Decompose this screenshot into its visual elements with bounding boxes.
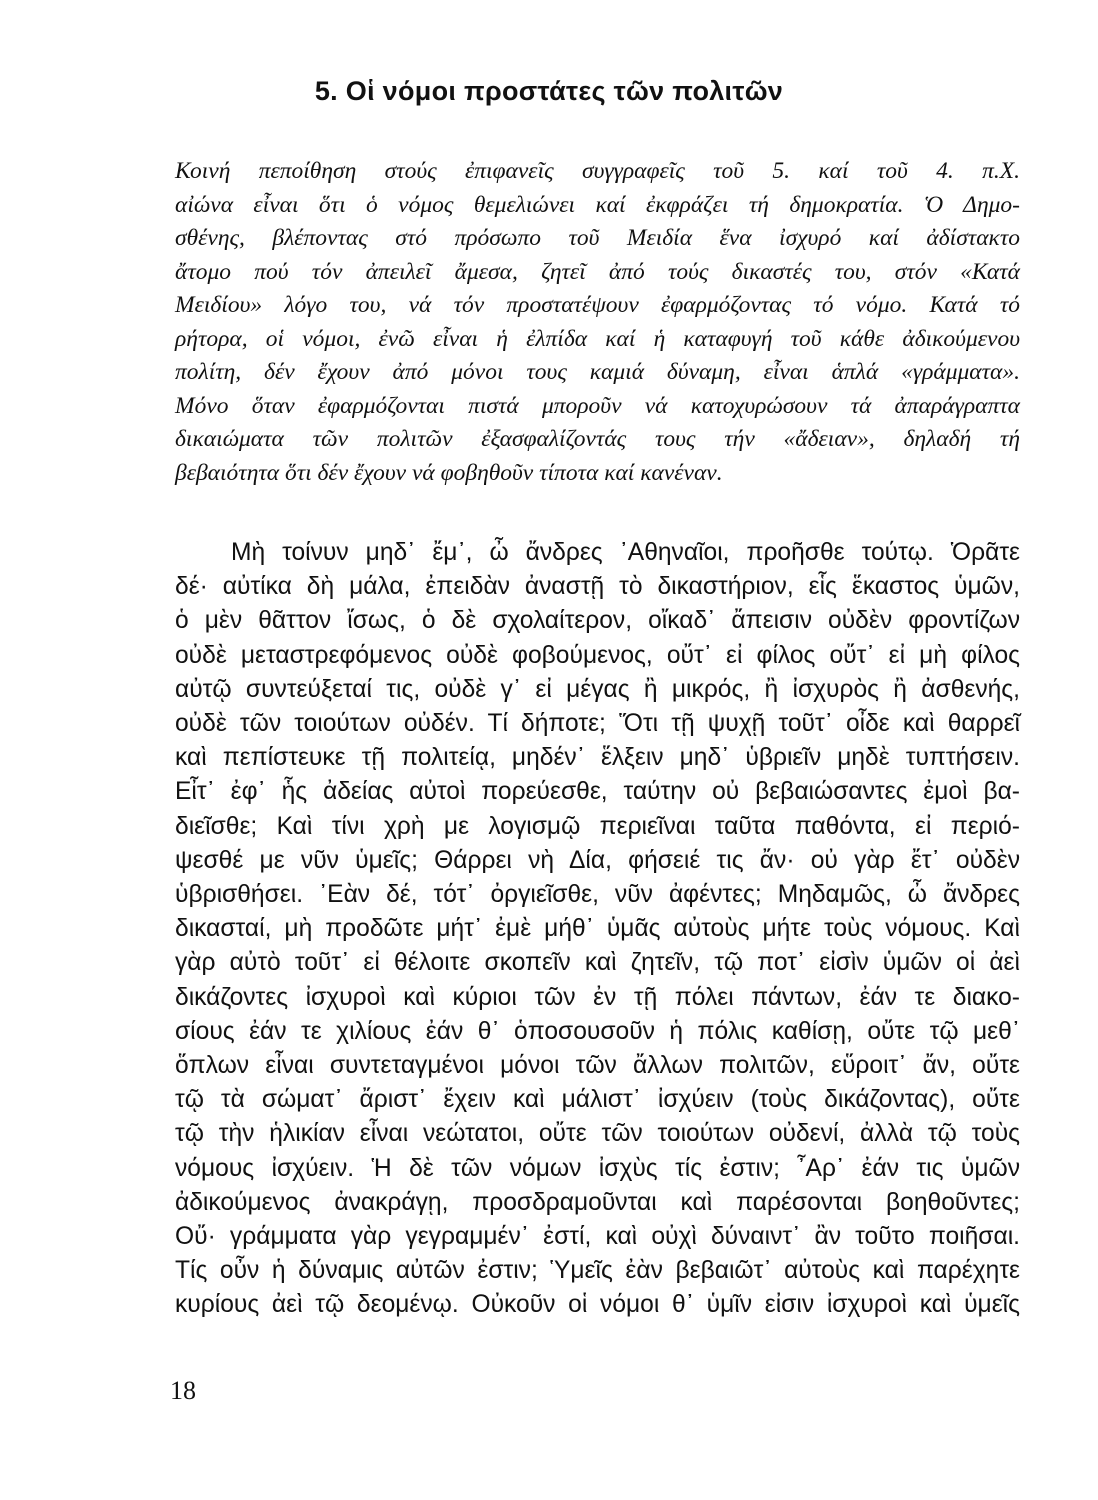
intro-line: Μειδίου» λόγο του, νά τόν προστατέψουν ἐφαρμόζοντας τό νόμο. Κατά τό [175,292,1020,318]
body-line: ὑβρισθήσει. ᾿Εὰν δέ, τότ᾿ ὀργιεῖσθε, νῦν ἀφέντες; Μηδαμῶς, ὦ ἄνδρες [175,881,1020,909]
body-line: ὁ μὲν θᾶττον ἴσως, ὁ δὲ σχολαίτερον, οἴκαδ᾿ ἄπεισιν οὐδὲν φροντίζων [175,607,1020,635]
body-line: ἀδικούμενος ἀνακράγῃ, προσδραμοῦνται καὶ παρέσονται βοηθοῦντες; [175,1188,1020,1216]
body-line: Μὴ τοίνυν μηδ᾿ ἔμ᾿, ὦ ἄνδρες ᾿Αθηναῖοι, προῆσθε τούτῳ. Ὁρᾶτε [231,539,1020,566]
intro-line: σθένης, βλέποντας στό πρόσωπο τοῦ Μειδία ἕνα ἰσχυρό καί ἀδίστακτο [175,225,1020,251]
intro-paragraph [175,155,1020,490]
page-number: 18 [170,1376,196,1405]
body-line: δικασταί, μὴ προδῶτε μήτ᾿ ἐμὲ μήθ᾿ ὑμᾶς αὐτοὺς μήτε τοὺς νόμους. Καὶ [175,915,1020,943]
intro-line: αἰώνα εἶναι ὅτι ὁ νόμος θεμελιώνει καί ἐκφράζει τή δημοκρατία. Ὁ Δημο- [175,191,1020,218]
body-line: Εἶτ᾿ ἐφ᾿ ἧς ἀδείας αὐτοὶ πορεύεσθε, ταύτην οὐ βεβαιώσαντες ἐμοὶ βα- [175,778,1020,806]
intro-line: ἄτομο πού τόν ἀπειλεῖ ἄμεσα, ζητεῖ ἀπό τούς δικαστές του, στόν «Κατά [175,258,1020,285]
body-line: νόμους ἰσχύειν. Ἡ δὲ τῶν νόμων ἰσχὺς τίς ἐστιν; ῏Αρ᾿ ἐάν τις ὑμῶν [175,1154,1020,1182]
body-line: διεῖσθε; Καὶ τίνι χρὴ με λογισμῷ περιεῖναι ταῦτα παθόντα, εἰ περιό- [175,812,1020,840]
body-line: σίους ἐάν τε χιλίους ἐάν θ᾿ ὁποσουσοῦν ἡ πόλις καθίσῃ, οὔτε τῷ μεθ᾿ [175,1017,1020,1045]
body-line: τῷ τὰ σώματ᾿ ἄριστ᾿ ἔχειν καὶ μάλιστ᾿ ἰσχύειν (τοὺς δικάζοντας), οὔτε [175,1086,1020,1114]
body-line: γὰρ αὐτὸ τοῦτ᾿ εἰ θέλοιτε σκοπεῖν καὶ ζητεῖν, τῷ ποτ᾿ εἰσὶν ὑμῶν οἱ ἀεὶ [175,949,1020,977]
greek-text-paragraph [175,536,1020,1323]
body-line: δέ· αὐτίκα δὴ μάλα, ἐπειδὰν ἀναστῇ τὸ δικαστήριον, εἷς ἕκαστος ὑμῶν, [175,573,1020,601]
intro-line: πολίτη, δέν ἔχουν ἀπό μόνοι τους καμιά δύναμη, εἶναι ἁπλά «γράμματα». [175,359,1020,385]
body-line: οὐδὲ μεταστρεφόμενος οὐδὲ φοβούμενος, οὔτ᾿ εἰ φίλος οὔτ᾿ εἰ μὴ φίλος [175,641,1020,669]
body-line: Τίς οὖν ἡ δύναμις αὐτῶν ἐστιν; Ὑμεῖς ἐὰν βεβαιῶτ᾿ αὐτοὺς καὶ παρέχητε [175,1257,1020,1285]
body-line: καὶ πεπίστευκε τῇ πολιτείᾳ, μηδέν᾿ ἕλξειν μηδ᾿ ὑβριεῖν μηδὲ τυπτήσειν. [175,744,1020,772]
body-line: τῷ τὴν ἡλικίαν εἶναι νεώτατοι, οὔτε τῶν τοιούτων οὐδενί, ἀλλὰ τῷ τοὺς [175,1120,1020,1148]
body-line: αὐτῷ συντεύξεταί τις, οὐδὲ γ᾿ εἰ μέγας ἢ μικρός, ἢ ἰσχυρὸς ἢ ἀσθενής, [175,675,1020,703]
body-line: Οὔ· γράμματα γὰρ γεγραμμέν᾿ ἐστί, καὶ οὐχὶ δύναιντ᾿ ἂν τοῦτο ποιῆσαι. [175,1223,1020,1251]
intro-line: Κοινή πεποίθηση στούς ἐπιφανεῖς συγγραφεῖς τοῦ 5. καί τοῦ 4. π.Χ. [175,158,1020,184]
body-line: ψεσθέ με νῦν ὑμεῖς; Θάρρει νὴ Δία, φήσειέ τις ἄν· οὐ γὰρ ἔτ᾿ οὐδὲν [175,846,1020,874]
body-line: οὐδὲ τῶν τοιούτων οὐδέν. Τί δήποτε; Ὅτι τῇ ψυχῇ τοῦτ᾿ οἶδε καὶ θαρρεῖ [175,710,1020,738]
body-line: ὅπλων εἶναι συντεταγμένοι μόνοι τῶν ἄλλων πολιτῶν, εὕροιτ᾿ ἄν, οὔτε [175,1052,1020,1080]
intro-line: ρήτορα, οἱ νόμοι, ἐνῶ εἶναι ἡ ἐλπίδα καί ἡ καταφυγή τοῦ κάθε ἀδικούμενου [175,325,1020,352]
body-line: κυρίους ἀεὶ τῷ δεομένῳ. Οὐκοῦν οἱ νόμοι θ᾿ ὑμῖν εἰσιν ἰσχυροὶ καὶ ὑμεῖς [175,1291,1020,1319]
section-heading: 5. Οἱ νόμοι προστάτες τῶν πολιτῶν [314,76,784,106]
intro-line: βεβαιότητα ὅτι δέν ἔχουν νά φοβηθοῦν τίποτα καί κανέναν. [175,459,723,486]
intro-line: δικαιώματα τῶν πολιτῶν ἐξασφαλίζοντάς τους τήν «ἄδειαν», δηλαδή τή [175,426,1020,452]
intro-line: Μόνο ὅταν ἐφαρμόζονται πιστά μποροῦν νά κατοχυρώσουν τά ἀπαράγραπτα [175,392,1020,419]
body-line: δικάζοντες ἰσχυροὶ καὶ κύριοι τῶν ἐν τῇ πόλει πάντων, ἐάν τε διακο- [175,983,1020,1011]
